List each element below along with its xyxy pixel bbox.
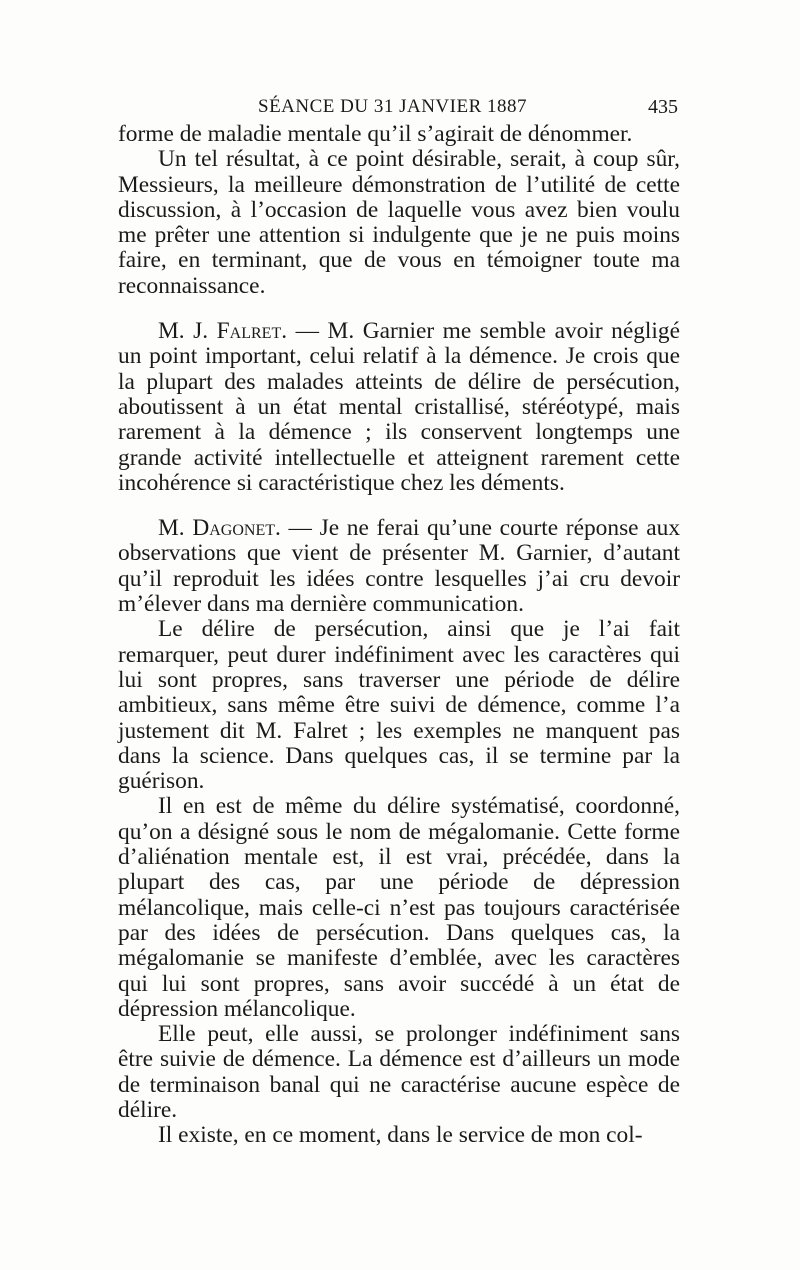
paragraph-text: Elle peut, elle aussi, se prolonger indéfiniment sans être suivie de démence. La démence est d’ailleurs un mode de terminaison banal qui ne caractérise aucune espèce de délire. [118, 1021, 680, 1123]
speaker-name: M. J. Falret. [158, 318, 288, 345]
paragraph-text: Il en est de même du délire systématisé, coordonné, qu’on a désigné sous le nom de mégalomanie. Cette forme d’aliénation mentale est, il est vrai, précédée, dans la plupart des cas, par une période de dépression mélancolique, mais celle-ci n’est pas toujours caractérisée par des idées de persécution. Dans quelques cas, la mégalomanie se manifeste d’emblée, avec les caractères qui lui sont propres, sans avoir succédé à un état de dépression mélancolique. [118, 793, 680, 1022]
paragraph [118, 794, 680, 1022]
speaker-name: M. Dagonet. [158, 515, 281, 542]
paragraph-text: Il existe, en ce moment, dans le service de mon col- [158, 1122, 643, 1149]
body-text [118, 122, 680, 1149]
paragraph [118, 147, 680, 299]
running-head: SÉANCE DU 31 JANVIER 1887 [258, 96, 527, 117]
paragraph-text: forme de maladie mentale qu’il s’agirait de dénommer. [118, 121, 633, 147]
paragraph-dagonet [118, 516, 680, 617]
paragraph-text: Un tel résultat, à ce point désirable, serait, à coup sûr, Messieurs, la meilleure démonstration de l’utilité de cette discussion, à l’occasion de laquelle vous avez bien voulu me prêter une attention si indulgente que je ne puis moins faire, en terminant, que de vous en témoigner toute ma reconnaissance. [118, 146, 680, 299]
paragraph-text: Le délire de persécution, ainsi que je l’ai fait remarquer, peut durer indéfiniment avec les caractères qui lui sont propres, sans traverser une période de délire ambitieux, sans même être suivi de démence, comme l’a justement dit M. Falret ; les exemples ne manquent pas dans la science. Dans quelques cas, il se termine par la guérison. [118, 616, 680, 795]
paragraph-text: — Je ne ferai qu’une courte réponse aux observations que vient de présenter M. Garnier, d’autant qu’il reproduit les idées contre lesquelles j’ai cru devoir m’élever dans ma dernière communication. [118, 515, 681, 618]
page-number: 435 [648, 96, 678, 118]
paragraph [118, 1123, 680, 1148]
paragraph [118, 617, 680, 794]
paragraph-falret [118, 319, 680, 496]
paragraph-text: — M. Garnier me semble avoir négligé un point important, celui relatif à la démence. Je crois que la plupart des malades atteints de délire de persécution, aboutissent à un état mental cristallisé, stéréotypé, mais rarement à la démence ; ils conservent longtemps une grande activité intellectuelle et atteignent rarement cette incohérence si caractéristique chez les déments. [118, 318, 681, 496]
paragraph-continuation [118, 122, 680, 147]
paragraph [118, 1022, 680, 1123]
